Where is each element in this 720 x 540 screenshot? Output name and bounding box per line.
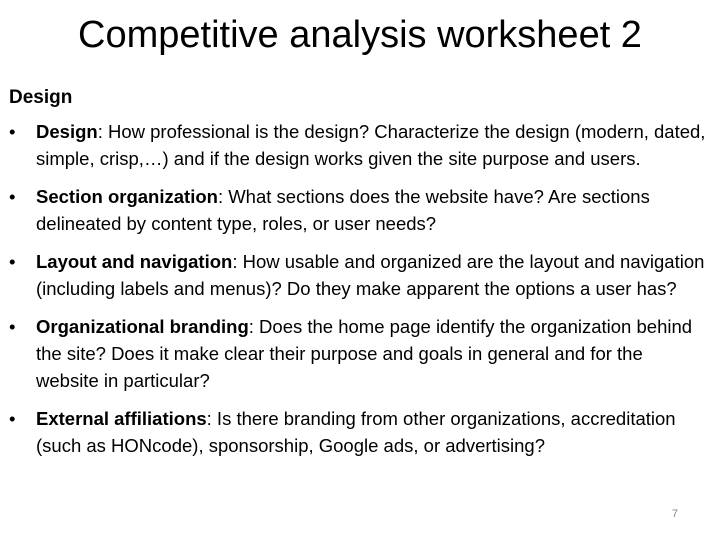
bullet-item-external-affiliations xyxy=(9,405,709,459)
bullet-item-organizational-branding xyxy=(9,313,709,394)
bullet-icon: • xyxy=(9,121,16,142)
bullet-text: : Is there branding from other organizations, accreditation (such as HONcode), sponsorship, Google ads, or advertising? xyxy=(36,408,676,456)
bullet-term: Organizational branding xyxy=(36,316,249,337)
section-heading: Design xyxy=(9,87,73,108)
bullet-icon: • xyxy=(9,316,16,337)
bullet-icon: • xyxy=(9,186,16,207)
slide-title: Competitive analysis worksheet 2 xyxy=(78,14,642,56)
page-number: 7 xyxy=(671,508,678,520)
bullet-list xyxy=(9,118,709,470)
bullet-term: Layout and navigation xyxy=(36,251,233,272)
bullet-text: : How usable and organized are the layout and navigation (including labels and menus)? Do they make apparent the options a user has? xyxy=(36,251,705,299)
bullet-icon: • xyxy=(9,408,16,429)
bullet-term: External affiliations xyxy=(36,408,207,429)
bullet-text: : Does the home page identify the organization behind the site? Does it make clear their purpose and goals in general and for the website in particular? xyxy=(36,316,693,391)
bullet-term: Design xyxy=(36,121,98,142)
bullet-text: : What sections does the website have? Are sections delineated by content type, roles, or user needs? xyxy=(36,186,650,234)
bullet-item-section-organization xyxy=(9,183,709,237)
bullet-icon: • xyxy=(9,251,16,272)
bullet-text: : How professional is the design? Characterize the design (modern, dated, simple, crisp,…) and if the design works given the site purpose and users. xyxy=(36,121,706,169)
bullet-item-layout-navigation xyxy=(9,248,709,302)
bullet-item-design xyxy=(9,118,709,172)
bullet-term: Section organization xyxy=(36,186,218,207)
